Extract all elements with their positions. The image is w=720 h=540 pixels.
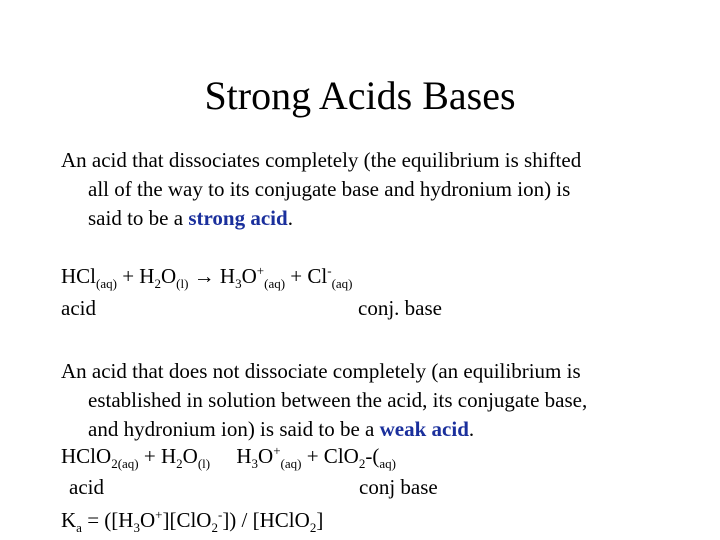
ka-clo: ][ClO — [162, 508, 212, 532]
eq2-plus-h: + H — [143, 444, 177, 468]
eq2-o: O — [182, 444, 198, 468]
eq1-aq3: (aq) — [331, 276, 353, 292]
ka-equals: = ([H — [87, 508, 134, 532]
eq1-sub3: 3 — [235, 276, 242, 292]
ka-k: K — [61, 508, 77, 532]
eq1-o2: O — [241, 264, 257, 288]
eq1-liquid: (l) — [176, 276, 189, 292]
weak-acid-term: weak acid — [379, 417, 469, 441]
para1-line1: An acid that dissociates completely (the equilibrium is shifted — [61, 148, 582, 172]
slide-title: Strong Acids Bases — [204, 73, 516, 118]
ka-sub2b: 2 — [309, 520, 317, 536]
ka-expression — [61, 506, 323, 535]
eq2-liquid: (l) — [197, 456, 211, 472]
eq1-sub2: 2 — [154, 276, 161, 292]
ka-denominator: ]) / [HClO — [222, 508, 310, 532]
hcl-equation — [61, 262, 353, 291]
eq2-h: H — [236, 444, 252, 468]
eq2-o2: O — [258, 444, 274, 468]
ka-sub3: 3 — [133, 520, 140, 536]
hclo2-equation — [61, 442, 396, 471]
ka-sub2: 2 — [211, 520, 218, 536]
eq2-hclo: HClO — [61, 444, 112, 468]
eq2-aq2: (aq) — [280, 456, 302, 472]
strong-acid-term: strong acid — [188, 206, 288, 230]
eq1-plus-charge: + — [256, 263, 265, 278]
eq1-acid-label: acid — [61, 296, 96, 320]
para1-line2: all of the way to its conjugate base and hydronium ion) is — [88, 177, 571, 201]
ka-plus: + — [155, 507, 163, 522]
eq1-hcl: HCl — [61, 264, 97, 288]
eq1-plus-cl: + Cl — [290, 264, 328, 288]
para1-line3 — [61, 204, 671, 233]
para2-period: . — [468, 417, 475, 441]
ka-o: O — [139, 508, 156, 532]
ka-sub-a: a — [76, 520, 82, 536]
eq2-sub2: 2 — [176, 456, 183, 472]
eq1-o: O — [160, 264, 177, 288]
para1-period: . — [287, 206, 293, 230]
weak-acid-definition — [61, 357, 671, 444]
eq2-sub2b: 2 — [358, 456, 366, 472]
para1-line3-text: said to be a — [88, 206, 189, 230]
para2-line3-text: and hydronium ion) is said to be a — [88, 417, 380, 441]
eq2-plus-charge: + — [273, 443, 281, 458]
ka-close: ] — [316, 508, 324, 532]
strong-acid-definition — [61, 146, 671, 233]
eq1-aq2: (aq) — [264, 276, 286, 292]
eq1-aq1: (aq) — [96, 276, 117, 292]
eq1-plus-h: + H — [122, 264, 155, 288]
para2-line1: An acid that does not dissociate completely (an equilibrium is — [61, 359, 581, 383]
eq2-sub3: 3 — [251, 456, 259, 472]
eq2-sub-2aq: 2(aq) — [111, 456, 139, 472]
eq1-minus-charge: - — [327, 263, 332, 278]
eq2-minus-paren: -( — [365, 444, 380, 468]
eq2-acid-label: acid — [69, 475, 104, 499]
eq1-arrow: → H — [193, 264, 236, 288]
para2-line3 — [61, 415, 671, 444]
para2-line2: established in solution between the acid, its conjugate base, — [88, 388, 588, 412]
eq1-conj-base-label: conj. base — [358, 296, 442, 320]
eq2-aq3: aq) — [379, 456, 396, 472]
eq2-plus-clo: + ClO — [306, 444, 359, 468]
eq2-conj-base-label: conj base — [359, 475, 438, 499]
ka-minus: - — [217, 507, 223, 522]
